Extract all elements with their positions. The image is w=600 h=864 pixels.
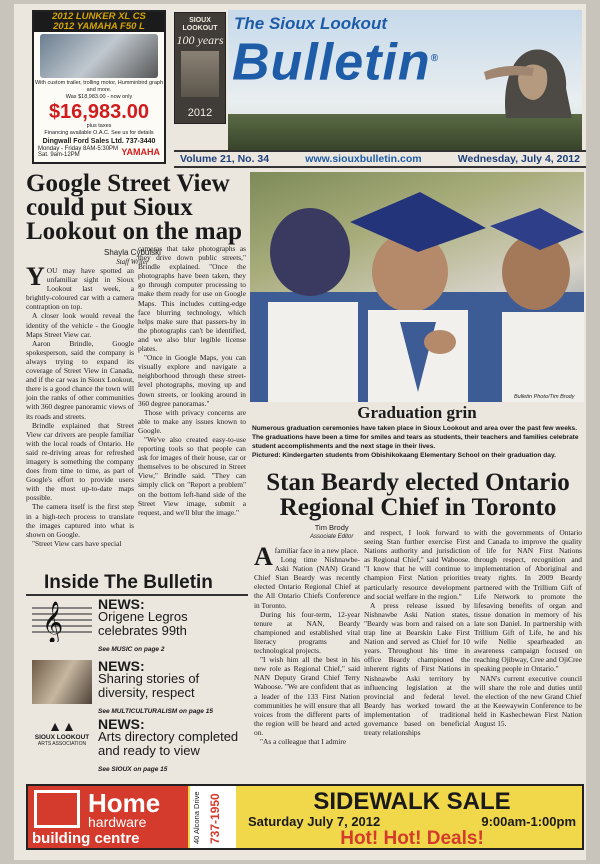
centennial-book-ad[interactable] xyxy=(174,12,226,124)
book-year: 2012 xyxy=(187,107,213,119)
volume-number: Volume 21, No. 34 xyxy=(180,153,270,165)
story-1-paragraph: cameras that take photographs as they drive down public streets," Brindle explained. "Once the photographs have been taken, they go through computer processing to make them ready for use on Google Maps. This includes cutting-edge face blurring technology, which helps make sure that passers-by in the photographs can't be identified, and we also blur legible license plates. xyxy=(138,244,246,354)
story-2-role: Associate Editor xyxy=(310,534,354,540)
inside-news-see[interactable]: See MULTICULTURALISM on page 15 xyxy=(98,708,213,715)
chief-portrait-icon xyxy=(476,38,580,118)
story-2-author: Tim Brody xyxy=(314,523,349,532)
hh-address: 40 Alcona Drive xyxy=(192,791,201,844)
ad-hours-2: Sat. 9am-12PM xyxy=(38,152,80,158)
inside-bulletin-title: Inside The Bulletin xyxy=(44,572,213,593)
inside-item-arts[interactable] xyxy=(26,716,248,778)
story-1-author: Shayla Cybulski xyxy=(104,248,161,257)
story-2-column-2 xyxy=(364,528,470,737)
story-2-paragraph: familiar face in a new place. xyxy=(274,546,359,555)
issue-date: Wednesday, July 4, 2012 xyxy=(457,153,580,165)
book-sub: 100 years xyxy=(176,33,224,47)
book-title: SIOUX LOOKOUT xyxy=(182,17,218,32)
story-1-paragraph: "Once in Google Maps, you can visually explore and navigate a neighborhood through these street-level photographs, moving up and down streets, or looking around in 360 degree panoramas." xyxy=(138,353,246,408)
inside-news-see[interactable]: See SIOUX on page 15 xyxy=(98,766,168,773)
story-2-paragraph: During his four-term, 12-year tenure at NAN, Beardy championed and established vital literacy programs and technological projects. xyxy=(254,609,360,656)
story-2-paragraph: and respect, I look forward to seeing Stan further exercise First Nations authority and jurisdiction as Regional Chief," said Waboose. "I know that he will continue to champion First Nation priorities particularly resource development and social welfare in the region." xyxy=(364,528,470,601)
masthead-title-text: Bulletin xyxy=(232,33,431,92)
story-2-paragraph: "As a colleague that I admire xyxy=(260,736,347,746)
boat-ad[interactable] xyxy=(32,10,166,164)
svg-text:𝄞: 𝄞 xyxy=(42,602,64,642)
hh-phone: 737-1950 xyxy=(208,793,222,844)
hh-address-block xyxy=(190,786,236,848)
registered-mark: ® xyxy=(430,53,440,64)
story-2-paragraph: "I wish him all the best in his new role as Regional Chief," said NAN Deputy Grand Chief Terry Waboose. "We are confident that as a leader of the 133 First Nation communities he will ensure that all voices from the different parts of the region will be heard and acted on. xyxy=(254,655,360,737)
ad-price: $16,983.00 xyxy=(48,101,150,123)
hh-building: building centre xyxy=(32,830,140,847)
sale-time: 9:00am-1:00pm xyxy=(481,814,576,829)
story-2-column-3 xyxy=(474,528,582,728)
hh-home: Home xyxy=(88,788,161,818)
graduation-photo[interactable] xyxy=(250,172,584,402)
story-2-dropcap: A xyxy=(254,542,273,571)
photo-caption-line: The graduations have been a time for smiles and tears as students, their teachers and families celebrate student accomplishments and the next stage in their lives. xyxy=(252,434,579,450)
story-1-column-1 xyxy=(26,262,134,548)
inside-item-music[interactable] xyxy=(26,596,248,658)
sidewalk-sale-title: SIDEWALK SALE xyxy=(313,788,511,815)
ad-hours-1: Monday - Friday 8AM-5:30PM xyxy=(38,146,119,152)
home-hardware-ad[interactable] xyxy=(26,784,584,850)
arts-association-logo: ▲▲ SIOUX LOOKOUT ARTS ASSOCIATION xyxy=(32,718,92,762)
ad-footer xyxy=(34,146,164,158)
yamaha-logo: YAMAHA xyxy=(121,147,160,157)
house-icon xyxy=(34,790,80,828)
story-2-byline xyxy=(310,524,353,541)
newspaper-page xyxy=(14,4,586,860)
story-2-paragraph: Long time Nishnawbe-Aski Nation (NAN) Grand Chief Stan Beardy was recently elected Ontario Regional Chief at the All Ontario Chiefs Conference in Toronto. xyxy=(254,555,360,610)
inside-news-see[interactable]: See MUSIC on page 2 xyxy=(98,646,165,653)
hh-hardware: hardware xyxy=(88,814,147,830)
story-2-paragraph: A press release issued by Nishnawbe Aski Nation states, "Beardy was born and raised on a trap line at Bearskin Lake First Nation and served as Chief for 10 years. Throughout his time in office Beardy championed the inherent rights of First Nations in Nishnawbe Aski territory by influencing legislation at the provincial and federal level. Beardy has worked toward the implementation of traditional governance based on beneficial treaty relationships xyxy=(364,600,470,738)
ad-note: plus taxes xyxy=(86,123,112,129)
ad-line-1: 2012 LUNKER XL CS xyxy=(34,12,164,22)
book-cover-image xyxy=(181,51,219,97)
story-1-paragraph: A closer look would reveal the identity of the vehicle - the Google Maps Street View car. xyxy=(26,311,134,339)
ad-line-2: 2012 YAMAHA F50 L xyxy=(34,22,164,32)
photo-caption-title: Graduation grin xyxy=(357,403,477,422)
story-1-headline[interactable]: Google Street View could put Sioux Lookout on the map xyxy=(26,170,243,245)
inside-news-label: NEWS: xyxy=(98,658,145,674)
sale-when xyxy=(242,814,582,829)
photo-caption xyxy=(252,424,582,460)
story-1-paragraph: Aaron Brindle, Google spokesperson, said the company is always trying to expand its coverage of Street View in Canada, and if the car was in Sioux Lookout, there is a good chance the town will join the ranks of other communities with 360 degree panoramic views of its roads and streets. xyxy=(26,338,134,421)
masthead-subtitle: The Sioux Lookout xyxy=(234,14,387,33)
masthead-title xyxy=(232,30,439,91)
story-1-paragraph: "Street View cars have special xyxy=(32,538,122,548)
arts-logo-text: SIOUX LOOKOUT xyxy=(34,734,90,741)
home-hardware-logo xyxy=(28,786,188,848)
boat-image xyxy=(40,34,158,78)
inside-news-text: Sharing stories of diversity, respect xyxy=(98,671,200,700)
story-1-paragraph: The camera itself is the first step in a high-tech process to translate the images captured into what is shown on Google. xyxy=(26,502,134,539)
inside-news-label: NEWS: xyxy=(98,716,145,732)
story-1-paragraph: Brindle explained that Street View car drivers are people familiar with the local roads of Ontario. He said re-driving areas for refreshed imagery is something the company does from time to time, as part of Google's effort to provide users with the most up-to-date maps possible. xyxy=(26,420,134,503)
story-2-paragraph: with the governments of Ontario and Canada to improve the quality of life for NAN First Nations through respect, recognition and implementation of Aboriginal and treaty rights. In 2009 Beardy partnered with the Trillium Gift of Life Network to promote the lifesaving benefits of organ and tissue donation in memory of his late son Daniel. In partnership with Trillium Gift of Life, he and his wife Nellie spearheaded an awareness campaign focused on reaching Ojibway, Cree and OjiCree speaking people in Ontario." xyxy=(474,528,582,674)
inside-news-text: Origene Legros celebrates 99th xyxy=(98,609,188,638)
dateline-bar xyxy=(174,150,586,168)
sale-date: Saturday July 7, 2012 xyxy=(248,814,381,829)
story-1-paragraph: Those with privacy concerns are able to make any issues known to Google. xyxy=(138,407,246,435)
ad-financing: Financing available O.A.C. See us for details xyxy=(44,130,154,136)
ad-dealer: Dingwall Ford Sales Ltd. 737-3440 xyxy=(42,138,156,145)
hot-deals: Hot! Hot! Deals! xyxy=(340,828,484,849)
story-2-column-1 xyxy=(254,542,360,746)
photo-caption-line: Numerous graduation ceremonies have taken place in Sioux Lookout and area over the past few weeks. xyxy=(252,425,578,432)
website-link[interactable]: www.siouxbulletin.com xyxy=(305,153,422,165)
story-2-paragraph: NAN's current executive council will share the role and duties until the election of the new Grand Chief at the Keewaywin Conference to be held in Kashechewan First Nation August 15. xyxy=(474,673,582,728)
ad-was-price: Was $18,983.00 - now only xyxy=(65,94,133,100)
story-1-column-2 xyxy=(138,244,246,517)
treble-clef-icon xyxy=(32,598,92,642)
arts-logo-sub: ARTS ASSOCIATION xyxy=(37,741,87,747)
story-1-role: Staff Writer xyxy=(116,258,149,266)
graduation-scene-icon xyxy=(250,172,584,402)
story-1-paragraph: "We've also created easy-to-use reporting tools so that people can ask for images of their house, car or themselves to be obscured in Street View," Brindle said. "They can simply click on "Report a problem" on the bottom left-hand side of the Street View image, submit a request, and we'll blur the image." xyxy=(138,434,246,517)
story-1-paragraph: OU may have spotted an unfamiliar sight in Sioux Lookout last week, a brightly-coloured car with a camera contraption on top. xyxy=(26,266,134,312)
ad-detail: With custom trailer, trolling motor, Humminbird graph and more. xyxy=(34,80,164,93)
story-1-dropcap: Y xyxy=(26,262,45,291)
photo-credit: Bulletin Photo/Tim Brody xyxy=(514,394,575,400)
multiculturalism-photo xyxy=(32,660,92,704)
story-2-headline[interactable]: Stan Beardy elected Ontario Regional Chief in Toronto xyxy=(266,469,570,521)
photo-caption-line: Pictured: Kindergarten students from Obishikokaang Elementary School on their graduation day. xyxy=(252,452,556,459)
inside-news-label: NEWS: xyxy=(98,596,145,612)
masthead-landscape xyxy=(228,114,582,150)
inside-news-text: Arts directory completed and ready to view xyxy=(98,729,239,758)
inside-item-multiculturalism[interactable] xyxy=(26,658,248,720)
